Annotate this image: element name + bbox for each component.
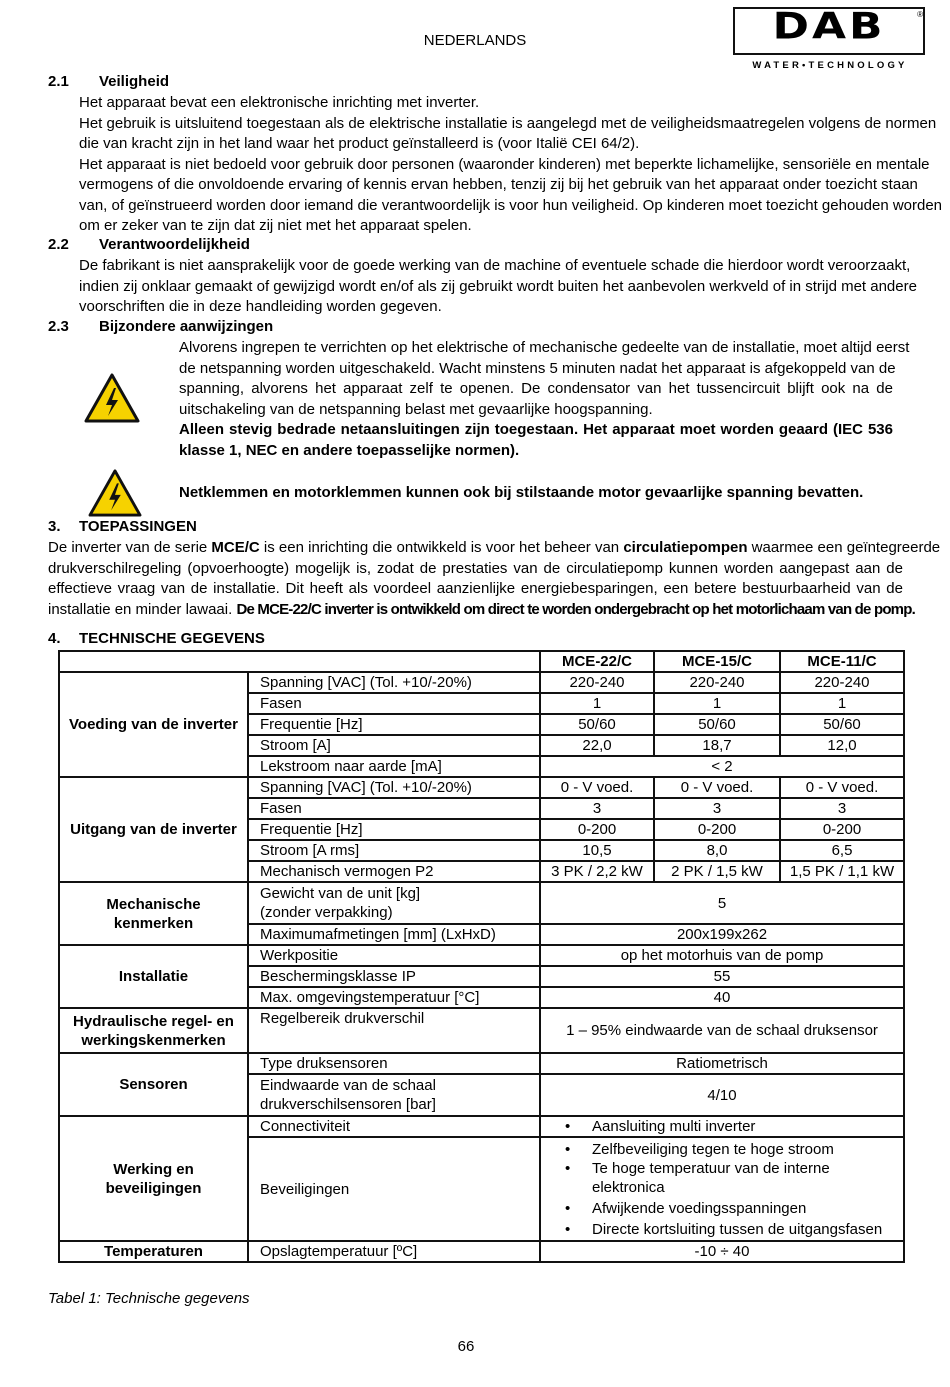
column-header: MCE-22/C bbox=[540, 651, 654, 672]
section-2-2-heading bbox=[48, 235, 250, 256]
table-row bbox=[59, 672, 904, 693]
section-2-1-body bbox=[79, 93, 943, 237]
paragraph-line: voorschriften die in deze handleiding worden gegeven. bbox=[79, 298, 442, 315]
paragraph-line bbox=[48, 538, 941, 559]
parameter-line: Gewicht van de unit [kg] bbox=[260, 885, 421, 902]
list-item-line: elektronica bbox=[592, 1179, 665, 1196]
value-cell: op het motorhuis van de pomp bbox=[540, 945, 904, 966]
list-item: • Afwijkende voedingsspanningen bbox=[541, 1199, 903, 1218]
group-label: Temperaturen bbox=[59, 1241, 248, 1262]
table-row bbox=[59, 1053, 904, 1074]
table-row bbox=[59, 777, 904, 798]
value-cell: 3 bbox=[654, 798, 780, 819]
logo-tagline: WATER•TECHNOLOGY bbox=[752, 60, 908, 71]
parameter-cell: Frequentie [Hz] bbox=[248, 714, 540, 735]
bullet-list bbox=[541, 1117, 903, 1136]
parameter-cell: Connectiviteit bbox=[248, 1116, 540, 1137]
value-cell: 0-200 bbox=[540, 819, 654, 840]
group-label: Voeding van de inverter bbox=[59, 672, 248, 777]
group-label-line: Werking en bbox=[113, 1160, 194, 1178]
section-number: 2.3 bbox=[48, 318, 69, 335]
table-corner-cell bbox=[59, 651, 540, 672]
value-cell: 1,5 PK / 1,1 kW bbox=[780, 861, 904, 882]
value-cell: 200x199x262 bbox=[540, 924, 904, 945]
list-item: • Zelfbeveiliging tegen te hoge stroom bbox=[541, 1140, 903, 1159]
paragraph-line: Het apparaat bevat een elektronische inrichting met inverter. bbox=[79, 94, 480, 111]
text-run: De inverter van de serie bbox=[48, 539, 212, 556]
group-label bbox=[59, 882, 248, 945]
value-cell bbox=[540, 1116, 904, 1137]
text-run: is een inrichting die ontwikkeld is voor het beheer van bbox=[259, 539, 624, 556]
value-cell: 3 bbox=[780, 798, 904, 819]
paragraph-line: Het gebruik is uitsluitend toegestaan als de elektrische installatie is aangelegd met de veiligheidsmaatregelen volgens de normen bbox=[79, 114, 937, 132]
list-item: • Directe kortsluiting tussen de uitgangsfasen bbox=[541, 1220, 903, 1239]
value-cell: 4/10 bbox=[540, 1074, 904, 1116]
value-cell: 0 - V voed. bbox=[654, 777, 780, 798]
table-header-row bbox=[59, 651, 904, 672]
parameter-line: Eindwaarde van de schaal bbox=[260, 1077, 436, 1094]
paragraph-line: uitschakeling van de netspanning belast met gevaarlijke hoogspanning. bbox=[179, 400, 653, 418]
parameter-cell: Max. omgevingstemperatuur [°C] bbox=[248, 987, 540, 1008]
section-2-3-heading bbox=[48, 317, 274, 338]
paragraph-line: De fabrikant is niet aansprakelijk voor de goede werking van de machine of eventuele schade die hierdoor wordt veroorzaakt, bbox=[79, 257, 911, 274]
parameter-cell: Stroom [A rms] bbox=[248, 840, 540, 861]
section-title: Veiligheid bbox=[99, 73, 170, 90]
table-caption: Tabel 1: Technische gegevens bbox=[48, 1290, 250, 1307]
paragraph-line: Alvorens ingrepen te verrichten op het elektrische of mechanische gedeelte van de installatie, moet altijd eerst bbox=[179, 339, 910, 356]
parameter-cell bbox=[248, 1074, 540, 1116]
dab-logo bbox=[733, 7, 927, 71]
high-voltage-warning-icon bbox=[83, 372, 141, 424]
value-cell: 50/60 bbox=[540, 714, 654, 735]
table-row bbox=[59, 1241, 904, 1262]
logo-registered-mark: ® bbox=[917, 10, 923, 19]
parameter-cell bbox=[248, 882, 540, 924]
section-3-heading bbox=[48, 517, 197, 538]
paragraph-line: die van kracht zijn in het land waar het product geïnstalleerd is (voor Italië CEI 64/2). bbox=[79, 135, 640, 152]
parameter-cell: Frequentie [Hz] bbox=[248, 819, 540, 840]
section-2-2-body bbox=[79, 256, 917, 318]
paragraph-line: indien zij onklaar gemaakt of gewijzigd wordt en/of als zij gebruikt wordt buiten het aanbevolen werkveld of in strijd met andere bbox=[79, 277, 917, 295]
paragraph-line: van, of geïnstrueerd worden door iemand die verantwoordelijk is voor hun veiligheid. Op kinderen moet toezicht gehouden worden bbox=[79, 196, 943, 214]
value-cell: 22,0 bbox=[540, 735, 654, 756]
group-label-line: beveiligingen bbox=[105, 1179, 202, 1197]
paragraph-line: vermogens of die onvoldoende ervaring of kennis ervan hebben, tenzij zij bij het gebruik van het apparaat onder toezicht staan bbox=[79, 176, 918, 193]
column-header: MCE-11/C bbox=[780, 651, 904, 672]
section-title: TOEPASSINGEN bbox=[79, 518, 197, 535]
value-cell: 3 bbox=[540, 798, 654, 819]
value-cell: 6,5 bbox=[780, 840, 904, 861]
column-header: MCE-15/C bbox=[654, 651, 780, 672]
paragraph-line bbox=[48, 600, 915, 621]
section-number: 2.2 bbox=[48, 236, 69, 253]
text-run: waarmee een geïntegreerde bbox=[747, 539, 941, 556]
bold-text-run: De MCE-22/C inverter is ontwikkeld om direct te worden ondergebracht op het motorlichaam van de pomp. bbox=[236, 600, 915, 618]
parameter-cell: Spanning [VAC] (Tol. +10/-20%) bbox=[248, 777, 540, 798]
value-cell: 0 - V voed. bbox=[540, 777, 654, 798]
section-2-3-body bbox=[179, 338, 910, 461]
pump-type: circulatiepompen bbox=[623, 539, 748, 556]
bold-line: Alleen stevig bedrade netaansluitingen zijn toegestaan. Het apparaat moet worden geaard (IEC 536 bbox=[179, 421, 893, 438]
parameter-cell: Fasen bbox=[248, 693, 540, 714]
product-name: MCE/C bbox=[211, 539, 260, 556]
bold-line: klasse 1, NEC en andere toepasselijke normen). bbox=[179, 441, 520, 459]
group-label bbox=[59, 1008, 248, 1053]
value-cell: 0 - V voed. bbox=[780, 777, 904, 798]
parameter-cell: Stroom [A] bbox=[248, 735, 540, 756]
paragraph-line: spanning, alvorens het apparaat zelf te openen. De condensator van het tussencircuit blijft ook na de bbox=[179, 380, 893, 397]
parameter-cell: Beschermingsklasse IP bbox=[248, 966, 540, 987]
section-3-body bbox=[48, 538, 941, 620]
table-row bbox=[59, 1008, 904, 1053]
value-cell: -10 ÷ 40 bbox=[540, 1241, 904, 1262]
value-cell: 55 bbox=[540, 966, 904, 987]
value-cell: 1 – 95% eindwaarde van de schaal druksensor bbox=[540, 1008, 904, 1053]
paragraph-line: Het apparaat is niet bedoeld voor gebruik door personen (waaronder kinderen) met beperkte lichamelijke, sensoriële en mentale bbox=[79, 155, 930, 173]
group-label: Sensoren bbox=[59, 1053, 248, 1116]
section-number: 2.1 bbox=[48, 73, 69, 90]
text-run: installatie en minder lawaai. bbox=[48, 600, 237, 618]
paragraph-line: effectieve vraag van de installatie. Dit heeft als voordeel aanzienlijke energiebesparingen, een betere bestuurbaarheid van de bbox=[48, 580, 903, 597]
section-title: Bijzondere aanwijzingen bbox=[99, 318, 274, 335]
value-cell: 220-240 bbox=[780, 672, 904, 693]
value-cell: 40 bbox=[540, 987, 904, 1008]
value-cell: 220-240 bbox=[540, 672, 654, 693]
group-label-line: kenmerken bbox=[113, 914, 194, 932]
group-label-line: werkingskenmerken bbox=[81, 1031, 226, 1049]
parameter-cell: Type druksensoren bbox=[248, 1053, 540, 1074]
section-title: TECHNISCHE GEGEVENS bbox=[79, 630, 265, 647]
parameter-cell: Lekstroom naar aarde [mA] bbox=[248, 756, 540, 777]
high-voltage-warning-icon bbox=[87, 468, 143, 518]
value-cell: 50/60 bbox=[654, 714, 780, 735]
paragraph-line: om er zeker van te zijn dat zij niet met het apparaat spelen. bbox=[79, 217, 472, 234]
parameter-line: (zonder verpakking) bbox=[260, 904, 393, 921]
value-cell: 50/60 bbox=[780, 714, 904, 735]
parameter-cell: Fasen bbox=[248, 798, 540, 819]
header-language: NEDERLANDS bbox=[423, 32, 527, 49]
table-row bbox=[59, 1116, 904, 1137]
section-title: Verantwoordelijkheid bbox=[99, 236, 250, 253]
section-4-heading bbox=[48, 629, 265, 650]
value-cell: 8,0 bbox=[654, 840, 780, 861]
list-item bbox=[541, 1159, 903, 1197]
value-cell: 18,7 bbox=[654, 735, 780, 756]
section-number: 3. bbox=[48, 518, 61, 535]
value-cell: < 2 bbox=[540, 756, 904, 777]
value-cell: 0-200 bbox=[654, 819, 780, 840]
technical-data-table bbox=[58, 650, 905, 1263]
value-cell: 1 bbox=[780, 693, 904, 714]
parameter-cell: Beveiligingen bbox=[248, 1137, 540, 1241]
parameter-cell: Regelbereik drukverschil bbox=[248, 1008, 540, 1053]
section-number: 4. bbox=[48, 630, 61, 647]
page-number: 66 bbox=[457, 1338, 475, 1355]
group-label bbox=[59, 1116, 248, 1241]
value-cell: 1 bbox=[654, 693, 780, 714]
value-cell: 2 PK / 1,5 kW bbox=[654, 861, 780, 882]
paragraph-line: drukverschilregeling (opvoerhoogte) mogelijk is, zodat de prestaties van de circulatiepomp kunnen worden aangepast aan de bbox=[48, 559, 903, 577]
value-cell: 0-200 bbox=[780, 819, 904, 840]
group-label-line: Hydraulische regel- en bbox=[73, 1012, 234, 1030]
section-2-1-heading bbox=[48, 72, 170, 93]
parameter-cell: Maximumafmetingen [mm] (LxHxD) bbox=[248, 924, 540, 945]
group-label: Uitgang van de inverter bbox=[59, 777, 248, 882]
value-cell: 220-240 bbox=[654, 672, 780, 693]
value-cell: 3 PK / 2,2 kW bbox=[540, 861, 654, 882]
table-row bbox=[59, 945, 904, 966]
value-cell: 12,0 bbox=[780, 735, 904, 756]
value-cell: Ratiometrisch bbox=[540, 1053, 904, 1074]
value-cell bbox=[540, 1137, 904, 1241]
logo-letters: DAB bbox=[772, 5, 886, 48]
warning-note: Netklemmen en motorklemmen kunnen ook bij stilstaande motor gevaarlijke spanning bevatten. bbox=[179, 484, 864, 501]
table-row bbox=[59, 882, 904, 924]
value-cell: 5 bbox=[540, 882, 904, 924]
bullet-list bbox=[541, 1140, 903, 1239]
list-item-line: • Te hoge temperatuur van de interne bbox=[592, 1160, 830, 1177]
parameter-line: drukverschilsensoren [bar] bbox=[260, 1096, 436, 1113]
group-label: Installatie bbox=[59, 945, 248, 1008]
parameter-cell: Spanning [VAC] (Tol. +10/-20%) bbox=[248, 672, 540, 693]
group-label-line: Mechanische bbox=[106, 895, 201, 913]
parameter-cell: Mechanisch vermogen P2 bbox=[248, 861, 540, 882]
value-cell: 10,5 bbox=[540, 840, 654, 861]
paragraph-line: de netspanning worden uitgeschakeld. Wacht minstens 5 minuten nadat het apparaat is afgekoppeld van de bbox=[179, 359, 896, 377]
parameter-cell: Werkpositie bbox=[248, 945, 540, 966]
value-cell: 1 bbox=[540, 693, 654, 714]
list-item: • Aansluiting multi inverter bbox=[541, 1117, 903, 1136]
parameter-cell: Opslagtemperatuur [ºC] bbox=[248, 1241, 540, 1262]
